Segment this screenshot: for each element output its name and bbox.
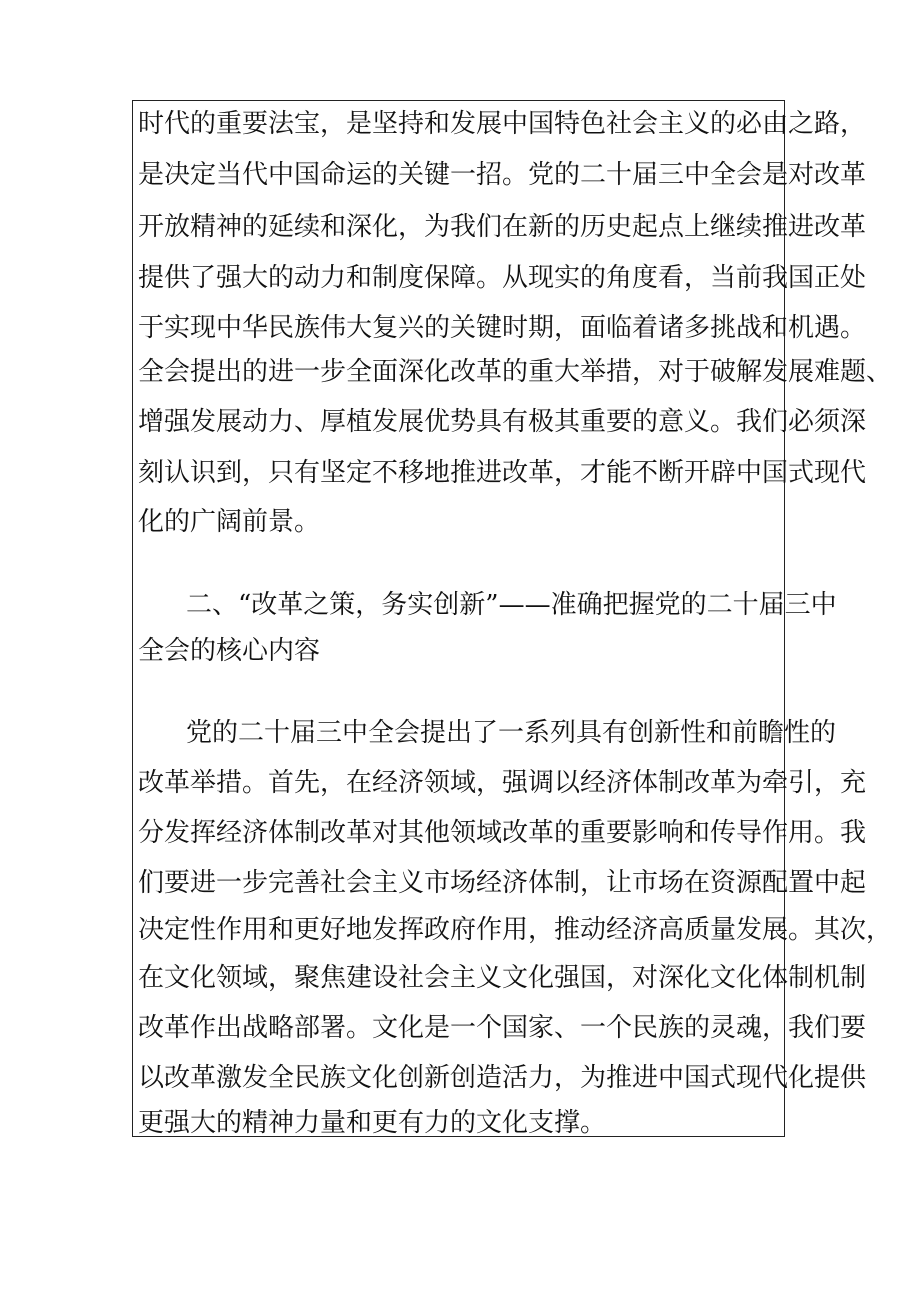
- paragraph-1-line-9: 化的广阔前景。: [138, 507, 321, 537]
- paragraph-2-line-9: 更强大的精神力量和更有力的文化支撑。: [138, 1108, 607, 1138]
- paragraph-2-line-2: 改革举措。首先，在经济领域，强调以经济体制改革为牵引，充: [138, 768, 867, 798]
- paragraph-1-line-3: 开放精神的延续和深化，为我们在新的历史起点上继续推进改革: [138, 212, 867, 242]
- paragraph-2-line-4: 们要进一步完善社会主义市场经济体制，让市场在资源配置中起: [138, 868, 867, 898]
- paragraph-2-line-1: 党的二十届三中全会提出了一系列具有创新性和前瞻性的: [186, 718, 837, 748]
- paragraph-1-line-6: 全会提出的进一步全面深化改革的重大举措，对于破解发展难题、: [138, 357, 893, 387]
- paragraph-1-line-7: 增强发展动力、厚植发展优势具有极其重要的意义。我们必须深: [138, 407, 867, 437]
- paragraph-2-line-6: 在文化领域，聚焦建设社会主义文化强国，对深化文化体制机制: [138, 963, 867, 993]
- paragraph-1-line-5: 于实现中华民族伟大复兴的关键时期，面临着诸多挑战和机遇。: [138, 313, 867, 343]
- section-heading-line-2: 全会的核心内容: [138, 636, 321, 666]
- section-heading-line-1: 二、“改革之策，务实创新”——准确把握党的二十届三中: [186, 590, 837, 620]
- paragraph-1-line-4: 提供了强大的动力和制度保障。从现实的角度看，当前我国正处: [138, 263, 867, 293]
- paragraph-2-line-7: 改革作出战略部署。文化是一个国家、一个民族的灵魂，我们要: [138, 1013, 867, 1043]
- paragraph-2-line-8: 以改革激发全民族文化创新创造活力，为推进中国式现代化提供: [138, 1063, 867, 1093]
- paragraph-2-line-3: 分发挥经济体制改革对其他领域改革的重要影响和传导作用。我: [138, 818, 867, 848]
- paragraph-2-line-5: 决定性作用和更好地发挥政府作用，推动经济高质量发展。其次，: [138, 915, 893, 945]
- paragraph-1-line-2: 是决定当代中国命运的关键一招。党的二十届三中全会是对改革: [138, 160, 867, 190]
- paragraph-1-line-8: 刻认识到，只有坚定不移地推进改革，才能不断开辟中国式现代: [138, 458, 867, 488]
- paragraph-1-line-1: 时代的重要法宝，是坚持和发展中国特色社会主义的必由之路，: [138, 109, 867, 139]
